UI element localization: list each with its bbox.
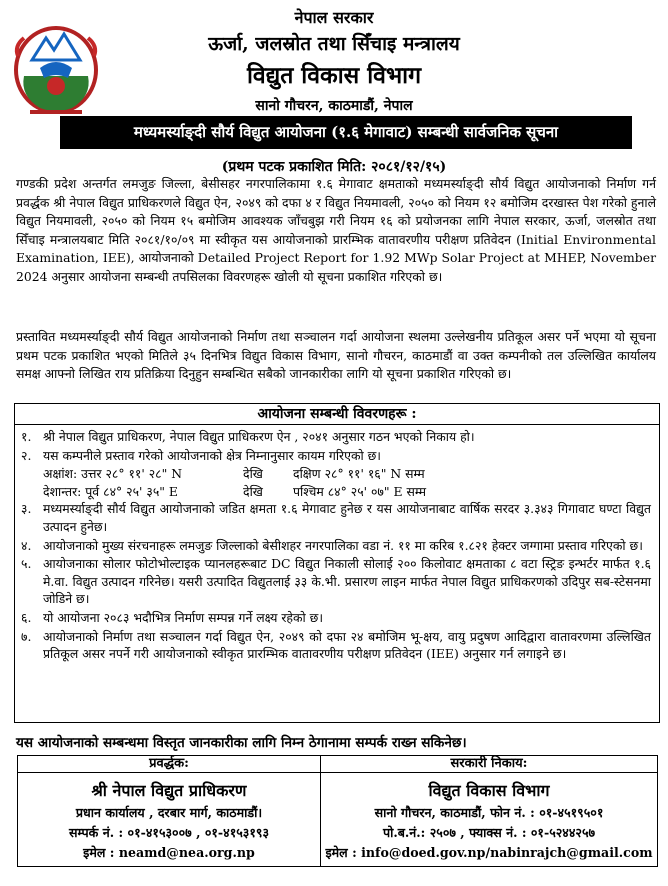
promoter-address: प्रधान कार्यालय , दरबार मार्ग, काठमाडौं। [75, 805, 263, 820]
promoter-label: प्रवर्द्धक: [18, 756, 320, 773]
objection-paragraph: प्रस्तावित मध्यमर्स्याङ्दी सौर्य विद्युत आयोजनाको निर्माण तथा सञ्चालन गर्दा आयोजना स्थलमा उल्लेखनीय प्रतिकूल असर पर्ने भएमा यो सूचना प्रथम पटक प्रकाशित भएको मितिले ३५ दिनभित्र विद्युत विकास विभाग, सानो गौचरन, काठमाडौं वा उक्त कम्पनीको तल उल्लिखित कार्यालय समक्ष आफ्नो लिखित राय प्रतिक्रिया दिनुहुन सम्बन्धित सबैको जानकारीका लागि यो सूचना प्रकाशित गरिएको छ। [16, 329, 656, 382]
ministry-name: ऊर्जा, जलस्रोत तथा सिँचाइ मन्त्रालय [208, 33, 460, 55]
project-details-box [14, 403, 660, 723]
list-item: ४. आयोजनाको मुख्य संरचनाहरू लमजुङ जिल्लाको बेसीशहर नगरपालिका वडा नं. ११ मा करिब १.८२१ हेक्टर जग्गामा प्रस्ताव गरिएको छ। [21, 537, 643, 553]
list-item: १. श्री नेपाल विद्युत प्राधिकरण, नेपाल विद्युत प्राधिकरण ऐन , २०४१ अनुसार गठन भएको निकाय हो। [21, 429, 475, 444]
government-email: इमेल : info@doed.gov.np/nabinrajch@gmail.com [325, 845, 653, 860]
contact-heading: यस आयोजनाको सम्बन्धमा विस्तृत जानकारीका लागि निम्न ठेगानामा सम्पर्क राख्न सकिनेछ। [16, 735, 467, 751]
government-column [321, 756, 657, 866]
intro-paragraph: गण्डकी प्रदेश अन्तर्गत लमजुङ जिल्ला, बेसीसहर नगरपालिकामा १.६ मेगावाट क्षमताको मध्यमर्स्याङ्दी सौर्य विद्युत आयोजनाको निर्माण गर्न प्रवर्द्धक श्री नेपाल विद्युत प्राधिकरणले विद्युत ऐन, २०४९ को दफा ४ र विद्युत नियमावली, २०५० को नियम १२ बमोजिम दरखास्त पेश गरेको हुनाले विद्युत नियमावली, २०५० को नियम १५ बमोजिम आवश्यक जाँचबुझ गरी नियम १६ को प्रयोजनका लागि नेपाल सरकार, ऊर्जा, जलस्रोत तथा सिँचाइ मन्त्रालयबाट मिति २०८१/१०/०९ मा स्वीकृत यस आयोजनाको प्रारम्भिक वातावरणीय परीक्षण प्रतिवेदन (Initial Environmental Examination, IEE), आयोजनाको Detailed Project Report for 1.92 MWp Solar Project at MHEP, November 2024 अनुसार आयोजना सम्बन्धी तपसिलका विवरणहरू खोली यो सूचना प्रकाशित गरिएको छ। [16, 176, 656, 284]
promoter-name: श्री नेपाल विद्युत प्राधिकरण [91, 781, 247, 800]
government-address: सानो गौचरन, काठमाडौं, फोन नं. : ०१-४५१९५०१ [374, 805, 604, 820]
contact-table [17, 755, 658, 867]
government-name: नेपाल सरकार [294, 8, 374, 27]
promoter-phone: सम्पर्क नं. : ०१-४१५३००७ , ०१-४१५३१९३ [68, 825, 270, 840]
promoter-email: इमेल : neamd@nea.org.np [83, 845, 255, 860]
government-pobox: पो.ब.नं.: २५०७ , फ्याक्स नं. : ०१-५२४४२५७ [382, 825, 596, 840]
list-item: २. यस कम्पनीले प्रस्ताव गरेको आयोजनाको क्षेत्र निम्नानुसार कायम गरिएको छ। [21, 447, 382, 463]
notice-title: मध्यमर्स्याङ्दी सौर्य विद्युत आयोजना (१.६ मेगावाट) सम्बन्धी सार्वजनिक सूचना [60, 116, 632, 149]
details-heading: आयोजना सम्बन्धी विवरणहरू : [15, 404, 659, 425]
list-item: ३. मध्यमर्स्याङ्दी सौर्य विद्युत आयोजनाको जडित क्षमता १.६ मेगावाट हुनेछ र यस आयोजनाबाट वार्षिक सरदर ३.३४३ गिगावाट घण्टा विद्युत उत्पादन हुनेछ। [21, 501, 651, 534]
government-office-name: विद्युत विकास विभाग [428, 781, 550, 800]
department-name: विद्युत विकास विभाग [246, 62, 422, 89]
list-item: ६. यो आयोजना २०८३ भदौभित्र निर्माण सम्पन्न गर्ने लक्ष्य रहेको छ। [21, 609, 324, 625]
promoter-column [18, 756, 321, 866]
list-item: ७. आयोजनाको निर्माण तथा सञ्चालन गर्दा विद्युत ऐन, २०४९ को दफा २४ बमोजिम भू-क्षय, वायु प्रदुषण आदिद्वारा वातावरणमा उल्लिखित प्रतिकूल असर नपर्ने गरी आयोजनाको स्वीकृत प्रारम्भिक वातावरणीय परीक्षण प्रतिवेदन (IEE) अनुसार गर्न लगाइने छ। [21, 628, 651, 662]
government-label: सरकारी निकाय: [321, 756, 657, 773]
latitude-line: अक्षांश: उत्तर २८° ११' २८" N देखि दक्षिण २८° ११' १६" N सम्म [43, 466, 425, 482]
longitude-line: देशान्तर: पूर्व ८४° २५' ३५" E देखि पश्चिम ८४° २५' ०७" E सम्म [43, 483, 426, 499]
published-date: (प्रथम पटक प्रकाशित मिति: २०८१/१२/१५) [221, 159, 447, 175]
list-item: ५. आयोजनाका सोलार फोटोभोल्टाइक प्यानलहरूबाट DC विद्युत निकाली सोलाई २०० किलोवाट क्षमताका ८ वटा स्ट्रिङ इन्भर्टर मार्फत १.६ मे.वा. विद्युत उत्पादन गरिनेछ। यसरी उत्पादित विद्युतलाई ३३ के.भी. प्रसारण लाइन मार्फत नेपाल विद्युत प्राधिकरणको उदिपुर सब-स्टेसनमा जोडिने छ। [21, 556, 651, 607]
department-address: सानो गौचरन, काठमाडौं, नेपाल [255, 98, 413, 114]
